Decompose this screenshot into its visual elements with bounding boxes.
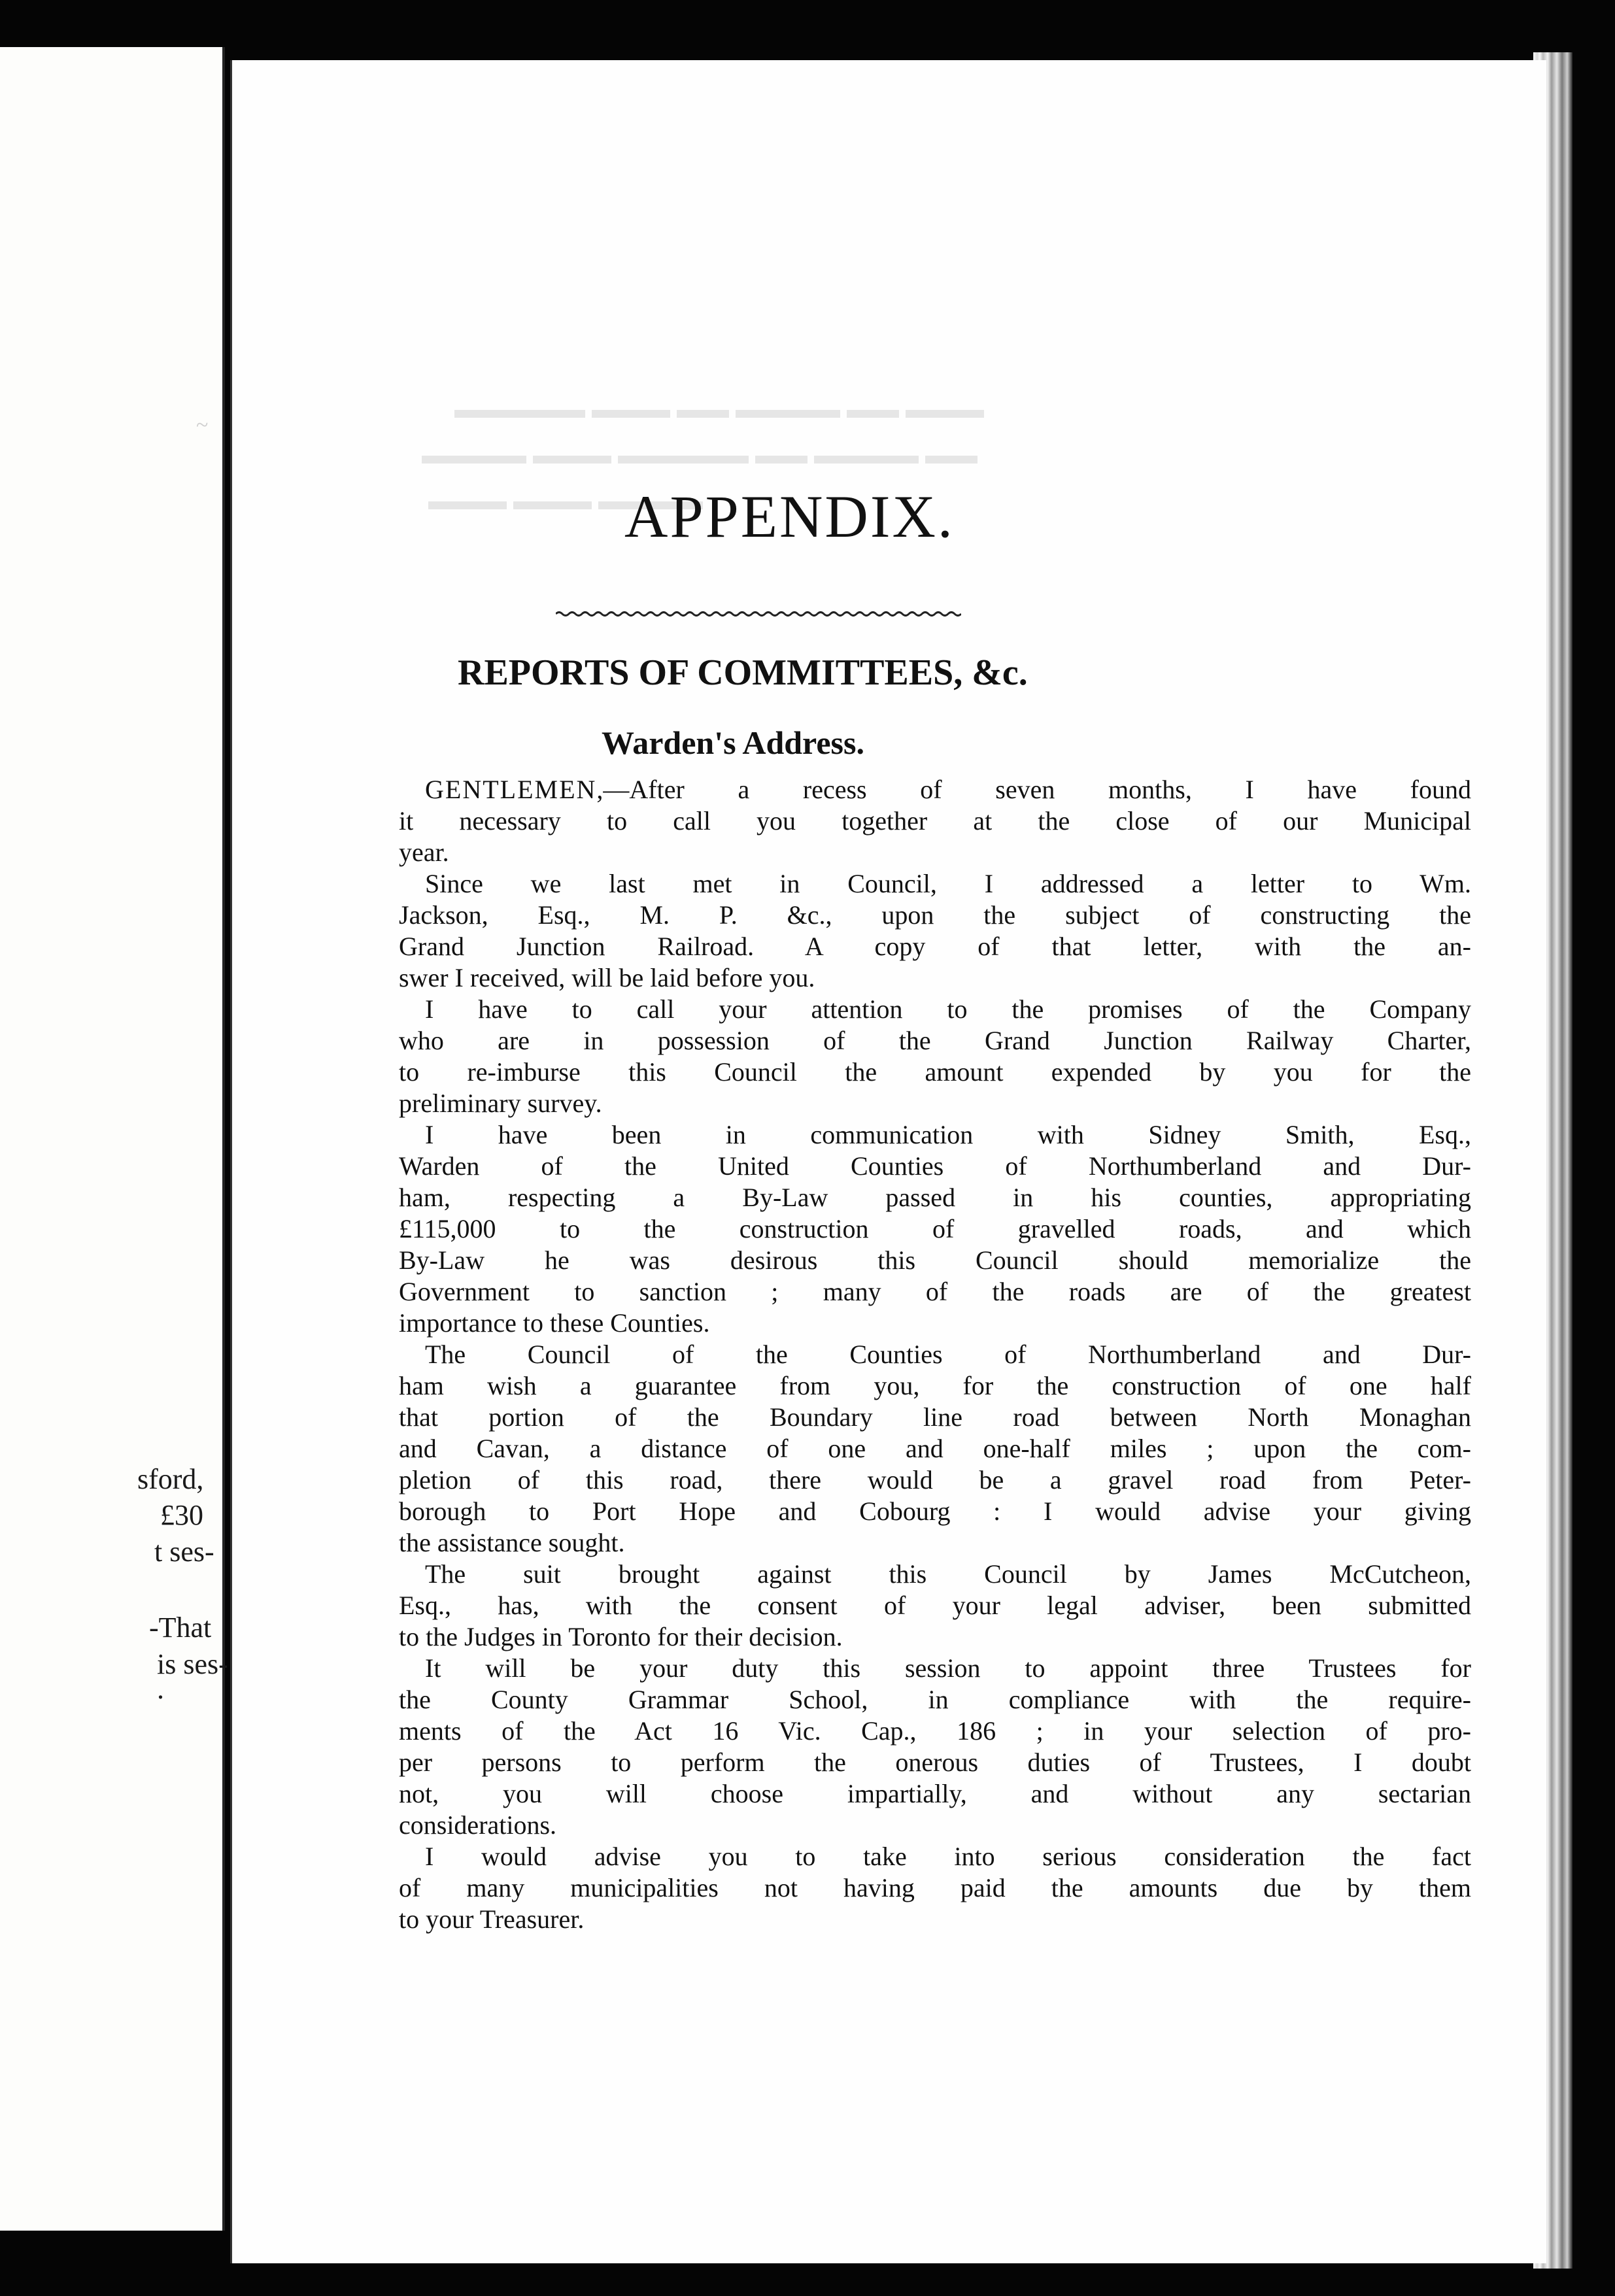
text-line: to your Treasurer. (399, 1904, 585, 1934)
show-through-decoration: ▬▬ ▬▬▬▬ ▬▬ ▬▬▬▬▬ ▬▬▬ ▬▬▬▬ (422, 440, 978, 469)
text-line: The suit brought against this Council by James McCutcheon, (425, 1559, 1471, 1589)
text-line: Government to sanction ; many of the roads are of the greatest (399, 1277, 1471, 1306)
text-line: Since we last met in Council, I addressed a letter to Wm. (425, 869, 1471, 898)
text-line: Esq., has, with the consent of your legal adviser, been submitted (399, 1591, 1471, 1620)
text-line: Grand Junction Railroad. A copy of that letter, with the an- (399, 932, 1471, 961)
text-line: ments of the Act 16 Vic. Cap., 186 ; in your selection of pro- (399, 1716, 1471, 1746)
text-line: to the Judges in Toronto for their decision. (399, 1622, 843, 1651)
appendix-page (230, 60, 1546, 2263)
left-page-faint-mark: ~ (196, 413, 209, 437)
text-line: ham wish a guarantee from you, for the construction of one half (399, 1371, 1471, 1400)
text-line: Warden of the United Counties of Northumberland and Dur- (399, 1151, 1471, 1181)
text-line: who are in possession of the Grand Junction Railway Charter, (399, 1026, 1471, 1055)
left-page-fragment: . (157, 1673, 164, 1705)
left-page-fragment: is ses- (157, 1648, 228, 1680)
left-page-fragment: t ses- (154, 1536, 214, 1568)
address-body (399, 774, 1471, 1935)
text-line: By-Law he was desirous this Council should memorialize the (399, 1245, 1471, 1275)
section-title: REPORTS OF COMMITTEES, &c. (458, 652, 1028, 693)
text-line: not, you will choose impartially, and without any sectarian (399, 1779, 1471, 1808)
page-title: APPENDIX. (624, 483, 955, 550)
previous-page-edge (0, 47, 228, 2231)
text-line: preliminary survey. (399, 1089, 602, 1118)
text-line: Jackson, Esq., M. P. &c., upon the subject of constructing the (399, 900, 1471, 930)
text-line: it necessary to call you together at the close of our Municipal (399, 806, 1471, 836)
text-line: It will be your duty this session to appoint three Trustees for (425, 1653, 1471, 1683)
show-through-decoration: ▬▬▬ ▬▬ ▬▬▬▬ ▬▬ ▬▬▬ ▬▬▬▬▬ (454, 394, 984, 424)
show-through-decoration: ▬▬▬▬ ▬▬▬ ▬▬▬ (428, 486, 703, 515)
left-page-fragment: -That (149, 1612, 212, 1644)
text-line: to re-imburse this Council the amount expended by you for the (399, 1057, 1471, 1087)
salutation: GENTLEMEN (425, 775, 597, 804)
text-line: swer I received, will be laid before you. (399, 963, 815, 992)
text-line: borough to Port Hope and Cobourg : I would advise your giving (399, 1496, 1471, 1526)
text-line: GENTLEMEN,—After a recess of seven months, I have found (425, 775, 1471, 804)
text-line: the assistance sought. (399, 1528, 625, 1557)
text-line: importance to these Counties. (399, 1308, 710, 1338)
text-line: I have been in communication with Sidney Smith, Esq., (425, 1120, 1471, 1149)
decorative-wavy-rule (556, 609, 961, 618)
text-line: the County Grammar School, in compliance with the require- (399, 1685, 1471, 1714)
text-line: and Cavan, a distance of one and one-half miles ; upon the com- (399, 1434, 1471, 1463)
text-line: The Council of the Counties of Northumberland and Dur- (425, 1340, 1471, 1369)
left-page-fragment: £30 (160, 1499, 203, 1531)
text-line: of many municipalities not having paid the amounts due by them (399, 1873, 1471, 1902)
text-line: £115,000 to the construction of gravelled roads, and which (399, 1214, 1471, 1243)
text-line: that portion of the Boundary line road between North Monaghan (399, 1402, 1471, 1432)
text-line: pletion of this road, there would be a gravel road from Peter- (399, 1465, 1471, 1494)
text-line: I have to call your attention to the promises of the Company (425, 994, 1471, 1024)
subsection-title: Warden's Address. (602, 724, 864, 761)
text-line: per persons to perform the onerous duties of Trustees, I doubt (399, 1747, 1471, 1777)
text-line: I would advise you to take into serious consideration the fact (425, 1842, 1471, 1871)
left-page-fragment: sford, (137, 1463, 204, 1495)
text-line: considerations. (399, 1810, 557, 1840)
text-line: year. (399, 837, 449, 867)
text-line: ham, respecting a By-Law passed in his counties, appropriating (399, 1183, 1471, 1212)
